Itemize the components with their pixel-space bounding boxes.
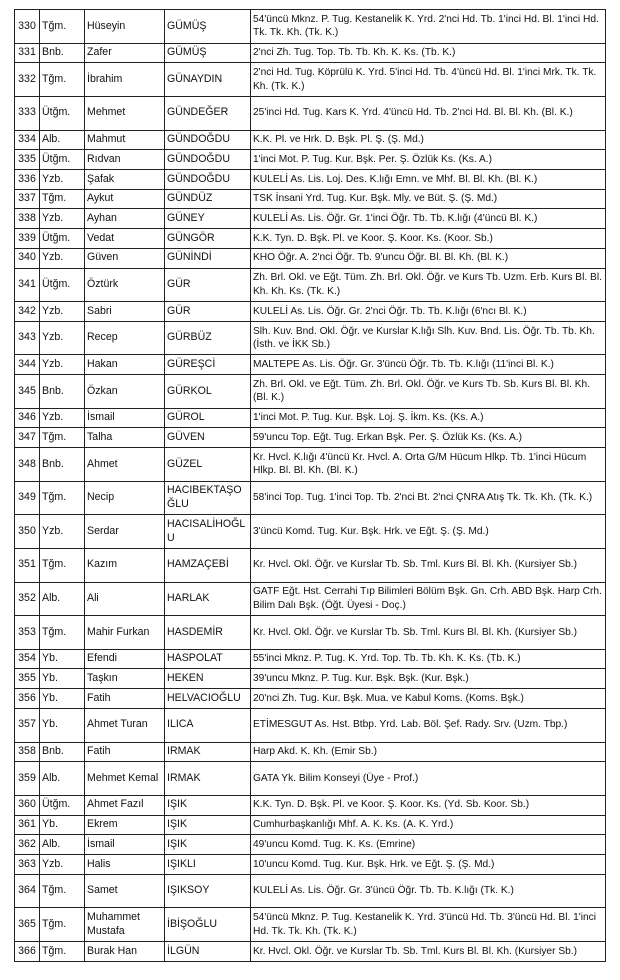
last-name: GÜNAYDIN	[165, 63, 251, 97]
last-name: GÜZEL	[165, 448, 251, 482]
last-name: GÜMÜŞ	[165, 10, 251, 44]
unit-assignment: 2'nci Zh. Tug. Top. Tb. Tb. Kh. K. Ks. (Tb. K.)	[251, 43, 606, 63]
unit-assignment: K.K. Pl. ve Hrk. D. Bşk. Pl. Ş. (Ş. Md.)	[251, 130, 606, 150]
last-name: GÜNDOĞDU	[165, 130, 251, 150]
row-number: 344	[15, 355, 40, 375]
rank: Yzb.	[40, 355, 85, 375]
rank: Tğm.	[40, 63, 85, 97]
table-row	[15, 689, 606, 709]
last-name: HACISALİHOĞL U	[165, 515, 251, 549]
first-name: Hakan	[85, 355, 165, 375]
first-name: Samet	[85, 874, 165, 908]
rank: Yzb.	[40, 248, 85, 268]
rank: Yzb.	[40, 169, 85, 189]
first-name: Serdar	[85, 515, 165, 549]
unit-assignment: K.K. Tyn. D. Bşk. Pl. ve Koor. Ş. Koor. Ks. (Yd. Sb. Koor. Sb.)	[251, 795, 606, 815]
last-name: GÜMÜŞ	[165, 43, 251, 63]
last-name: GÜNDÜZ	[165, 189, 251, 209]
table-row	[15, 669, 606, 689]
last-name: ILICA	[165, 708, 251, 742]
table-row	[15, 515, 606, 549]
last-name: IRMAK	[165, 742, 251, 762]
last-name: GÜNİNDİ	[165, 248, 251, 268]
table-row	[15, 248, 606, 268]
unit-assignment: 25'inci Hd. Tug. Kars K. Yrd. 4'üncü Hd. Tb. 2'nci Hd. Bl. Bl. Kh. (Bl. K.)	[251, 96, 606, 130]
last-name: GÜNDOĞDU	[165, 169, 251, 189]
unit-assignment: Cumhurbaşkanlığı Mhf. A. K. Ks. (A. K. Yrd.)	[251, 815, 606, 835]
last-name: GÜR	[165, 302, 251, 322]
row-number: 335	[15, 150, 40, 170]
table-row	[15, 941, 606, 961]
row-number: 331	[15, 43, 40, 63]
table-row	[15, 815, 606, 835]
table-row	[15, 835, 606, 855]
rank: Ütğm.	[40, 150, 85, 170]
table-row	[15, 616, 606, 650]
row-number: 357	[15, 708, 40, 742]
last-name: IŞIKLI	[165, 854, 251, 874]
unit-assignment: KULELİ As. Lis. Öğr. Gr. 2'nci Öğr. Tb. Tb. K.lığı (6'ncı Bl. K.)	[251, 302, 606, 322]
row-number: 341	[15, 268, 40, 302]
unit-assignment: TSK İnsani Yrd. Tug. Kur. Bşk. Mly. ve Büt. Ş. (Ş. Md.)	[251, 189, 606, 209]
rank: Yzb.	[40, 209, 85, 229]
rank: Ütğm.	[40, 96, 85, 130]
rank: Bnb.	[40, 448, 85, 482]
unit-assignment: 1'inci Mot. P. Tug. Kur. Bşk. Loj. Ş. İkm. Ks. (Ks. A.)	[251, 408, 606, 428]
rank: Yb.	[40, 689, 85, 709]
last-name: IŞIK	[165, 835, 251, 855]
first-name: Recep	[85, 321, 165, 355]
row-number: 330	[15, 10, 40, 44]
last-name: IRMAK	[165, 762, 251, 796]
table-row	[15, 302, 606, 322]
rank: Yzb.	[40, 321, 85, 355]
first-name: Fatih	[85, 742, 165, 762]
last-name: İBİŞOĞLU	[165, 908, 251, 942]
unit-assignment: Kr. Hvcl. Okl. Öğr. ve Kurslar Tb. Sb. Tml. Kurs Bl. Bl. Kh. (Kursiyer Sb.)	[251, 616, 606, 650]
unit-assignment: Slh. Kuv. Bnd. Okl. Öğr. ve Kurslar K.lığı Slh. Kuv. Bnd. Lis. Öğr. Tb. Tb. Kh. (İsth. ve İKK Sb.)	[251, 321, 606, 355]
first-name: Ali	[85, 582, 165, 616]
rank: Alb.	[40, 762, 85, 796]
row-number: 334	[15, 130, 40, 150]
first-name: Necip	[85, 481, 165, 515]
unit-assignment: 54'üncü Mknz. P. Tug. Kestanelik K. Yrd. 2'nci Hd. Tb. 1'inci Hd. Bl. 1'inci Hd. Tk. Tk. Kh. (Tk. K.)	[251, 10, 606, 44]
rank: Ütğm.	[40, 229, 85, 249]
rank: Bnb.	[40, 375, 85, 409]
rank: Alb.	[40, 835, 85, 855]
table-row	[15, 481, 606, 515]
first-name: Vedat	[85, 229, 165, 249]
first-name: Ayhan	[85, 209, 165, 229]
table-row	[15, 10, 606, 44]
row-number: 353	[15, 616, 40, 650]
first-name: Özkan	[85, 375, 165, 409]
last-name: GÜNEY	[165, 209, 251, 229]
last-name: HELVACIOĞLU	[165, 689, 251, 709]
row-number: 339	[15, 229, 40, 249]
first-name: Kazım	[85, 548, 165, 582]
first-name: Talha	[85, 428, 165, 448]
unit-assignment: 54'üncü Mknz. P. Tug. Kestanelik K. Yrd. 3'üncü Hd. Tb. 3'üncü Hd. Bl. 1'inci Hd. Tk. Tk. Kh. (Tk. K.)	[251, 908, 606, 942]
first-name: Rıdvan	[85, 150, 165, 170]
rank: Tğm.	[40, 908, 85, 942]
first-name: Ahmet Turan	[85, 708, 165, 742]
last-name: IŞIKSOY	[165, 874, 251, 908]
rank: Alb.	[40, 582, 85, 616]
table-row	[15, 874, 606, 908]
row-number: 342	[15, 302, 40, 322]
unit-assignment: MALTEPE As. Lis. Öğr. Gr. 3'üncü Öğr. Tb. Tb. K.lığı (11'inci Bl. K.)	[251, 355, 606, 375]
rank: Tğm.	[40, 941, 85, 961]
rank: Yb.	[40, 649, 85, 669]
last-name: GÜR	[165, 268, 251, 302]
first-name: Zafer	[85, 43, 165, 63]
rank: Tğm.	[40, 481, 85, 515]
last-name: IŞIK	[165, 815, 251, 835]
last-name: GÜNDOĞDU	[165, 150, 251, 170]
table-row	[15, 43, 606, 63]
unit-assignment: Kr. Hvcl. K.lığı 4'üncü Kr. Hvcl. A. Orta G/M Hücum Hlkp. Tb. 1'inci Hücum Hlkp. Bl. Bl. Kh. (Bl. K.)	[251, 448, 606, 482]
table-row	[15, 169, 606, 189]
table-row	[15, 428, 606, 448]
row-number: 345	[15, 375, 40, 409]
row-number: 356	[15, 689, 40, 709]
first-name: Öztürk	[85, 268, 165, 302]
last-name: IŞIK	[165, 795, 251, 815]
table-row	[15, 795, 606, 815]
unit-assignment: Kr. Hvcl. Okl. Öğr. ve Kurslar Tb. Sb. Tml. Kurs Bl. Bl. Kh. (Kursiyer Sb.)	[251, 941, 606, 961]
last-name: GÜRBÜZ	[165, 321, 251, 355]
first-name: Aykut	[85, 189, 165, 209]
first-name: Burak Han	[85, 941, 165, 961]
first-name: Fatih	[85, 689, 165, 709]
unit-assignment: Zh. Brl. Okl. ve Eğt. Tüm. Zh. Brl. Okl. Öğr. ve Kurs Tb. Uzm. Erb. Kurs Bl. Bl. Kh. Kh. Ks. (Tk. K.)	[251, 268, 606, 302]
unit-assignment: KULELİ As. Lis. Loj. Des. K.lığı Emn. ve Mhf. Bl. Bl. Kh. (Bl. K.)	[251, 169, 606, 189]
rank: Bnb.	[40, 43, 85, 63]
table-row	[15, 63, 606, 97]
table-row	[15, 321, 606, 355]
first-name: Taşkın	[85, 669, 165, 689]
row-number: 358	[15, 742, 40, 762]
first-name: Hüseyin	[85, 10, 165, 44]
rank: Ütğm.	[40, 268, 85, 302]
table-row	[15, 854, 606, 874]
last-name: GÜNDEĞER	[165, 96, 251, 130]
first-name: Şafak	[85, 169, 165, 189]
table-row	[15, 582, 606, 616]
first-name: Mehmet	[85, 96, 165, 130]
unit-assignment: K.K. Tyn. D. Bşk. Pl. ve Koor. Ş. Koor. Ks. (Koor. Sb.)	[251, 229, 606, 249]
unit-assignment: KULELİ As. Lis. Öğr. Gr. 1'inci Öğr. Tb. Tb. K.lığı (4'üncü Bl. K.)	[251, 209, 606, 229]
table-row	[15, 448, 606, 482]
rank: Yb.	[40, 815, 85, 835]
row-number: 333	[15, 96, 40, 130]
table-row	[15, 708, 606, 742]
table-row	[15, 150, 606, 170]
table-row	[15, 408, 606, 428]
table-row	[15, 355, 606, 375]
row-number: 365	[15, 908, 40, 942]
row-number: 361	[15, 815, 40, 835]
first-name: Mehmet Kemal	[85, 762, 165, 796]
first-name: Mahmut	[85, 130, 165, 150]
rank: Yzb.	[40, 302, 85, 322]
first-name: Efendi	[85, 649, 165, 669]
rank: Tğm.	[40, 548, 85, 582]
unit-assignment: 39'uncu Mknz. P. Tug. Kur. Bşk. Bşk. (Kur. Bşk.)	[251, 669, 606, 689]
table-row	[15, 375, 606, 409]
rank: Yzb.	[40, 408, 85, 428]
unit-assignment: ETİMESGUT As. Hst. Btbp. Yrd. Lab. Böl. Şef. Rady. Srv. (Uzm. Tbp.)	[251, 708, 606, 742]
row-number: 350	[15, 515, 40, 549]
unit-assignment: 10'uncu Komd. Tug. Kur. Bşk. Hrk. ve Eğt. Ş. (Ş. Md.)	[251, 854, 606, 874]
row-number: 355	[15, 669, 40, 689]
unit-assignment: 3'üncü Komd. Tug. Kur. Bşk. Hrk. ve Eğt. Ş. (Ş. Md.)	[251, 515, 606, 549]
unit-assignment: 2'nci Hd. Tug. Köprülü K. Yrd. 5'inci Hd. Tb. 4'üncü Hd. Bl. 1'inci Mrk. Tk. Tk. Kh. (Tk. K.)	[251, 63, 606, 97]
row-number: 332	[15, 63, 40, 97]
row-number: 348	[15, 448, 40, 482]
unit-assignment: KHO Öğr. A. 2'nci Öğr. Tb. 9'uncu Öğr. Bl. Bl. Kh. (Bl. K.)	[251, 248, 606, 268]
row-number: 351	[15, 548, 40, 582]
rank: Bnb.	[40, 742, 85, 762]
row-number: 366	[15, 941, 40, 961]
unit-assignment: Kr. Hvcl. Okl. Öğr. ve Kurslar Tb. Sb. Tml. Kurs Bl. Bl. Kh. (Kursiyer Sb.)	[251, 548, 606, 582]
table-row	[15, 229, 606, 249]
last-name: HAMZAÇEBİ	[165, 548, 251, 582]
last-name: GÜNGÖR	[165, 229, 251, 249]
row-number: 340	[15, 248, 40, 268]
table-row	[15, 762, 606, 796]
table-row	[15, 209, 606, 229]
rank: Tğm.	[40, 874, 85, 908]
last-name: GÜVEN	[165, 428, 251, 448]
last-name: HASPOLAT	[165, 649, 251, 669]
row-number: 346	[15, 408, 40, 428]
table-row	[15, 268, 606, 302]
table-row	[15, 742, 606, 762]
rank: Alb.	[40, 130, 85, 150]
last-name: HASDEMİR	[165, 616, 251, 650]
table-row	[15, 908, 606, 942]
first-name: Sabri	[85, 302, 165, 322]
rank: Ütğm.	[40, 795, 85, 815]
rank: Tğm.	[40, 189, 85, 209]
first-name: Muhammet Mustafa	[85, 908, 165, 942]
unit-assignment: GATA Yk. Bilim Konseyi (Üye - Prof.)	[251, 762, 606, 796]
first-name: İbrahim	[85, 63, 165, 97]
row-number: 347	[15, 428, 40, 448]
unit-assignment: Harp Akd. K. Kh. (Emir Sb.)	[251, 742, 606, 762]
row-number: 338	[15, 209, 40, 229]
unit-assignment: 1'inci Mot. P. Tug. Kur. Bşk. Per. Ş. Özlük Ks. (Ks. A.)	[251, 150, 606, 170]
row-number: 363	[15, 854, 40, 874]
last-name: İLGÜN	[165, 941, 251, 961]
first-name: Ekrem	[85, 815, 165, 835]
first-name: Halis	[85, 854, 165, 874]
row-number: 349	[15, 481, 40, 515]
unit-assignment: 59'uncu Top. Eğt. Tug. Erkan Bşk. Per. Ş. Özlük Ks. (Ks. A.)	[251, 428, 606, 448]
row-number: 336	[15, 169, 40, 189]
table-row	[15, 189, 606, 209]
last-name: GÜREŞCİ	[165, 355, 251, 375]
row-number: 359	[15, 762, 40, 796]
unit-assignment: 20'nci Zh. Tug. Kur. Bşk. Mua. ve Kabul Koms. (Koms. Bşk.)	[251, 689, 606, 709]
first-name: İsmail	[85, 835, 165, 855]
unit-assignment: 55'inci Mknz. P. Tug. K. Yrd. Top. Tb. Tb. Kh. K. Ks. (Tb. K.)	[251, 649, 606, 669]
row-number: 354	[15, 649, 40, 669]
last-name: HARLAK	[165, 582, 251, 616]
rank: Yzb.	[40, 854, 85, 874]
unit-assignment: GATF Eğt. Hst. Cerrahi Tıp Bilimleri Bölüm Bşk. Gn. Crh. ABD Bşk. Harp Crh. Bilim Dalı Bşk. (Öğt. Üyesi - Doç.)	[251, 582, 606, 616]
unit-assignment: Zh. Brl. Okl. ve Eğt. Tüm. Zh. Brl. Okl. Öğr. ve Kurs Tb. Sb. Kurs Bl. Bl. Kh. (Bl. K.)	[251, 375, 606, 409]
row-number: 364	[15, 874, 40, 908]
table-row	[15, 130, 606, 150]
rank: Tğm.	[40, 10, 85, 44]
row-number: 352	[15, 582, 40, 616]
last-name: HACIBEKTAŞO ĞLU	[165, 481, 251, 515]
row-number: 362	[15, 835, 40, 855]
rank: Yzb.	[40, 515, 85, 549]
rank: Yb.	[40, 669, 85, 689]
table-row	[15, 96, 606, 130]
first-name: İsmail	[85, 408, 165, 428]
table-row	[15, 548, 606, 582]
unit-assignment: 49'uncu Komd. Tug. K. Ks. (Emrine)	[251, 835, 606, 855]
last-name: HEKEN	[165, 669, 251, 689]
table-row	[15, 649, 606, 669]
row-number: 337	[15, 189, 40, 209]
last-name: GÜRKOL	[165, 375, 251, 409]
personnel-table	[14, 9, 606, 962]
unit-assignment: KULELİ As. Lis. Öğr. Gr. 3'üncü Öğr. Tb. Tb. K.lığı (Tk. K.)	[251, 874, 606, 908]
first-name: Güven	[85, 248, 165, 268]
rank: Yb.	[40, 708, 85, 742]
row-number: 360	[15, 795, 40, 815]
last-name: GÜROL	[165, 408, 251, 428]
table-body	[15, 10, 606, 962]
first-name: Ahmet Fazıl	[85, 795, 165, 815]
rank: Tğm.	[40, 616, 85, 650]
row-number: 343	[15, 321, 40, 355]
first-name: Mahir Furkan	[85, 616, 165, 650]
rank: Tğm.	[40, 428, 85, 448]
first-name: Ahmet	[85, 448, 165, 482]
unit-assignment: 58'inci Top. Tug. 1'inci Top. Tb. 2'nci Bt. 2'nci ÇNRA Atış Tk. Tk. Kh. (Tk. K.)	[251, 481, 606, 515]
